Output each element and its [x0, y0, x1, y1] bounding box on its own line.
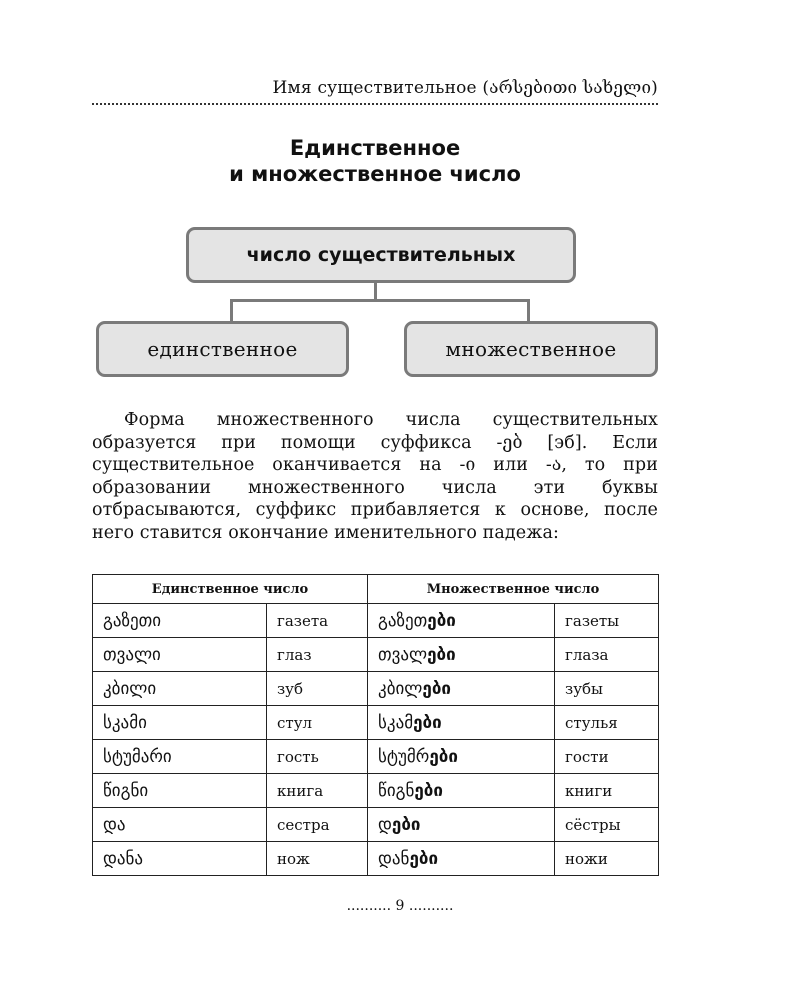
footer-dots-right: ..........	[408, 898, 454, 914]
diagram-root-box: число существительных	[186, 227, 576, 283]
table-body	[93, 604, 659, 876]
singular-russian: стул	[267, 706, 368, 740]
plural-suffix: ები	[422, 678, 451, 699]
plural-russian: зубы	[555, 672, 659, 706]
singular-russian: нож	[267, 842, 368, 876]
plural-russian: гости	[555, 740, 659, 774]
singular-russian: глаз	[267, 638, 368, 672]
plural-georgian	[368, 706, 555, 740]
explanation-paragraph: Форма множественного числа существительных образуется при помощи суффикса -ებ [эб]. Если существительное оканчивается на -ი или -ა, то при образовании множественного числа эти буквы отбрасываются, суффикс прибавляется к основе, после него ставится окончание именительного падежа:	[92, 410, 658, 543]
plural-suffix: ები	[429, 746, 458, 767]
table-row	[93, 672, 659, 706]
plural-stem: სკამ	[378, 712, 414, 733]
plural-stem: დან	[378, 848, 410, 869]
page-number: 9	[395, 898, 405, 914]
section-title	[92, 135, 658, 187]
section-title-line-1: Единственное	[289, 136, 461, 160]
page-footer	[0, 898, 800, 914]
plural-russian: книги	[555, 774, 659, 808]
table-row	[93, 740, 659, 774]
plural-georgian	[368, 604, 555, 638]
table-row	[93, 808, 659, 842]
singular-russian: зуб	[267, 672, 368, 706]
plural-stem: თვალ	[378, 644, 428, 665]
diagram-connector-left	[230, 299, 233, 322]
page	[92, 78, 658, 876]
section-title-line-2: и множественное число	[229, 162, 521, 186]
plural-suffix: ები	[409, 848, 439, 869]
singular-russian: книга	[267, 774, 368, 808]
singular-georgian: თვალი	[93, 638, 267, 672]
singular-georgian: კბილი	[93, 672, 267, 706]
table-header-row	[93, 575, 659, 604]
plural-russian: сёстры	[555, 808, 659, 842]
plural-suffix: ები	[391, 814, 421, 835]
diagram-singular-box: единственное	[96, 321, 349, 377]
singular-georgian: წიგნი	[93, 774, 267, 808]
table-row	[93, 638, 659, 672]
plural-russian: стулья	[555, 706, 659, 740]
singular-georgian: და	[93, 808, 267, 842]
plural-georgian	[368, 740, 555, 774]
plural-russian: ножи	[555, 842, 659, 876]
noun-number-table	[92, 574, 659, 876]
table-row	[93, 774, 659, 808]
singular-russian: газета	[267, 604, 368, 638]
footer-dots-left: ..........	[346, 898, 392, 914]
plural-russian: глаза	[555, 638, 659, 672]
plural-georgian	[368, 842, 555, 876]
plural-stem: კბილ	[378, 678, 423, 699]
plural-stem: დ	[378, 814, 392, 835]
singular-russian: гость	[267, 740, 368, 774]
table-row	[93, 706, 659, 740]
number-diagram	[92, 225, 658, 397]
singular-georgian: სკამი	[93, 706, 267, 740]
singular-russian: сестра	[267, 808, 368, 842]
singular-georgian: გაზეთი	[93, 604, 267, 638]
plural-georgian	[368, 808, 555, 842]
header-plural: Множественное число	[368, 575, 659, 604]
plural-stem: წიგნ	[378, 780, 415, 801]
plural-stem: სტუმრ	[378, 746, 430, 767]
singular-georgian: დანა	[93, 842, 267, 876]
plural-suffix: ები	[414, 780, 443, 801]
plural-georgian	[368, 774, 555, 808]
diagram-connector-bar	[230, 299, 530, 302]
running-head: Имя существительное (არსებითი სახელი)	[92, 78, 658, 105]
singular-georgian: სტუმარი	[93, 740, 267, 774]
plural-suffix: ები	[427, 610, 456, 631]
plural-georgian	[368, 672, 555, 706]
plural-russian: газеты	[555, 604, 659, 638]
table-row	[93, 842, 659, 876]
header-singular: Единственное число	[93, 575, 368, 604]
diagram-connector-right	[527, 299, 530, 322]
plural-stem: გაზეთ	[378, 610, 428, 631]
plural-suffix: ები	[413, 712, 442, 733]
diagram-plural-box: множественное	[404, 321, 658, 377]
table-row	[93, 604, 659, 638]
plural-georgian	[368, 638, 555, 672]
plural-suffix: ები	[427, 644, 456, 665]
